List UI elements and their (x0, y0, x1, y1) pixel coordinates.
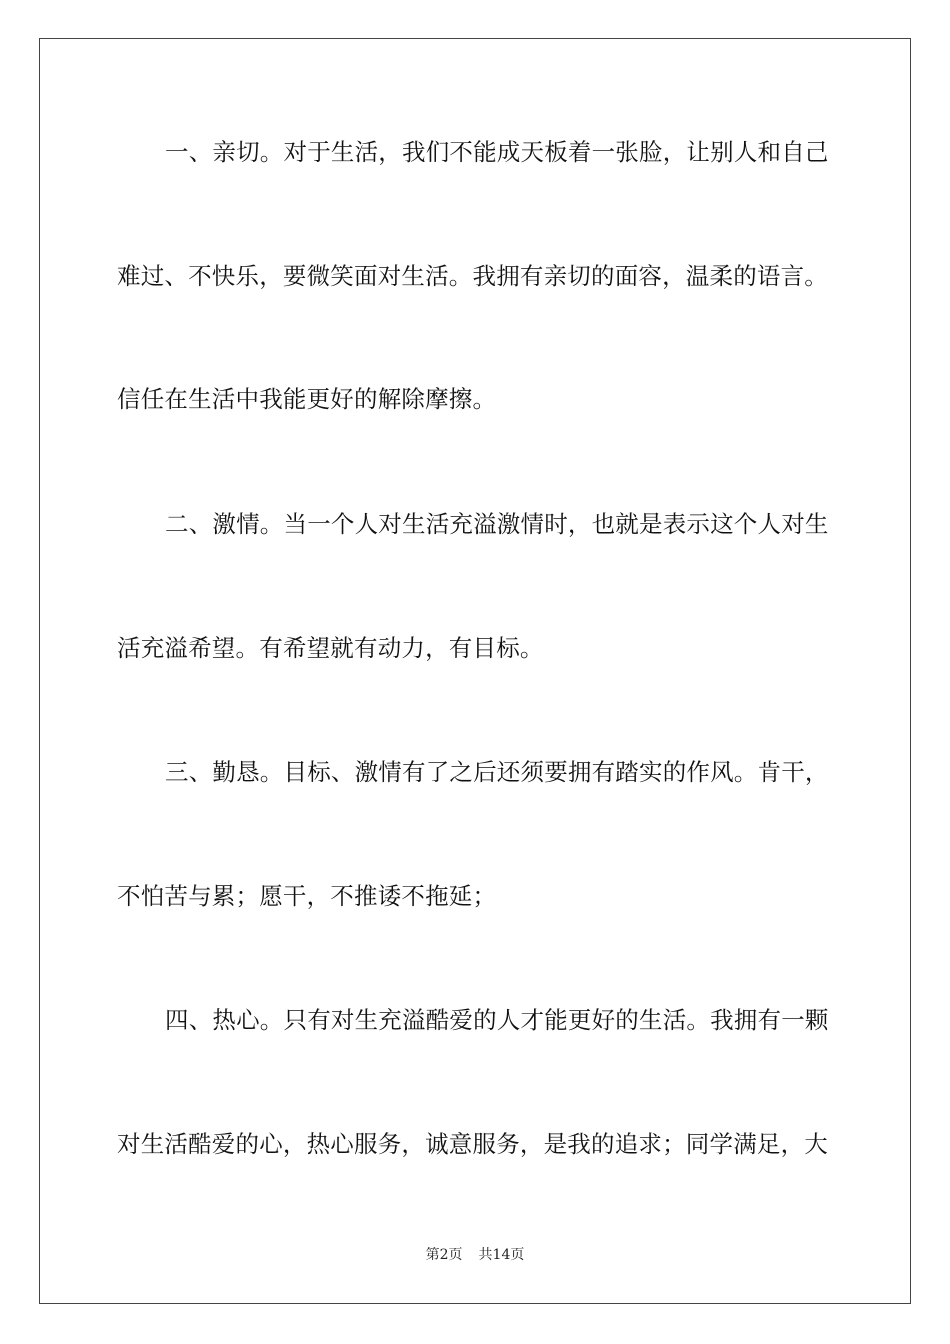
paragraph-line: 一、亲切。对于生活，我们不能成天板着一张脸，让别人和自己 (165, 138, 829, 166)
page-footer (0, 1246, 950, 1264)
paragraph-line: 三、勤恳。目标、激情有了之后还须要拥有踏实的作风。肯干， (165, 758, 829, 786)
paragraph-line: 二、激情。当一个人对生活充溢激情时，也就是表示这个人对生 (165, 510, 829, 538)
paragraph-line: 活充溢希望。有希望就有动力，有目标。 (117, 634, 544, 662)
paragraph-line: 信任在生活中我能更好的解除摩擦。 (117, 385, 497, 413)
paragraph-line: 不怕苦与累；愿干，不推诿不拖延； (117, 882, 497, 910)
paragraph-line: 四、热心。只有对生充溢酷爱的人才能更好的生活。我拥有一颗 (165, 1006, 829, 1034)
page-number-current: 第2页 (425, 1247, 463, 1263)
page-number-total: 共14页 (478, 1247, 525, 1263)
paragraph-line: 对生活酷爱的心，热心服务，诚意服务，是我的追求；同学满足，大 (117, 1130, 828, 1158)
paragraph-line: 难过、不快乐，要微笑面对生活。我拥有亲切的面容，温柔的语言。 (117, 262, 828, 290)
page-border (39, 38, 911, 1304)
